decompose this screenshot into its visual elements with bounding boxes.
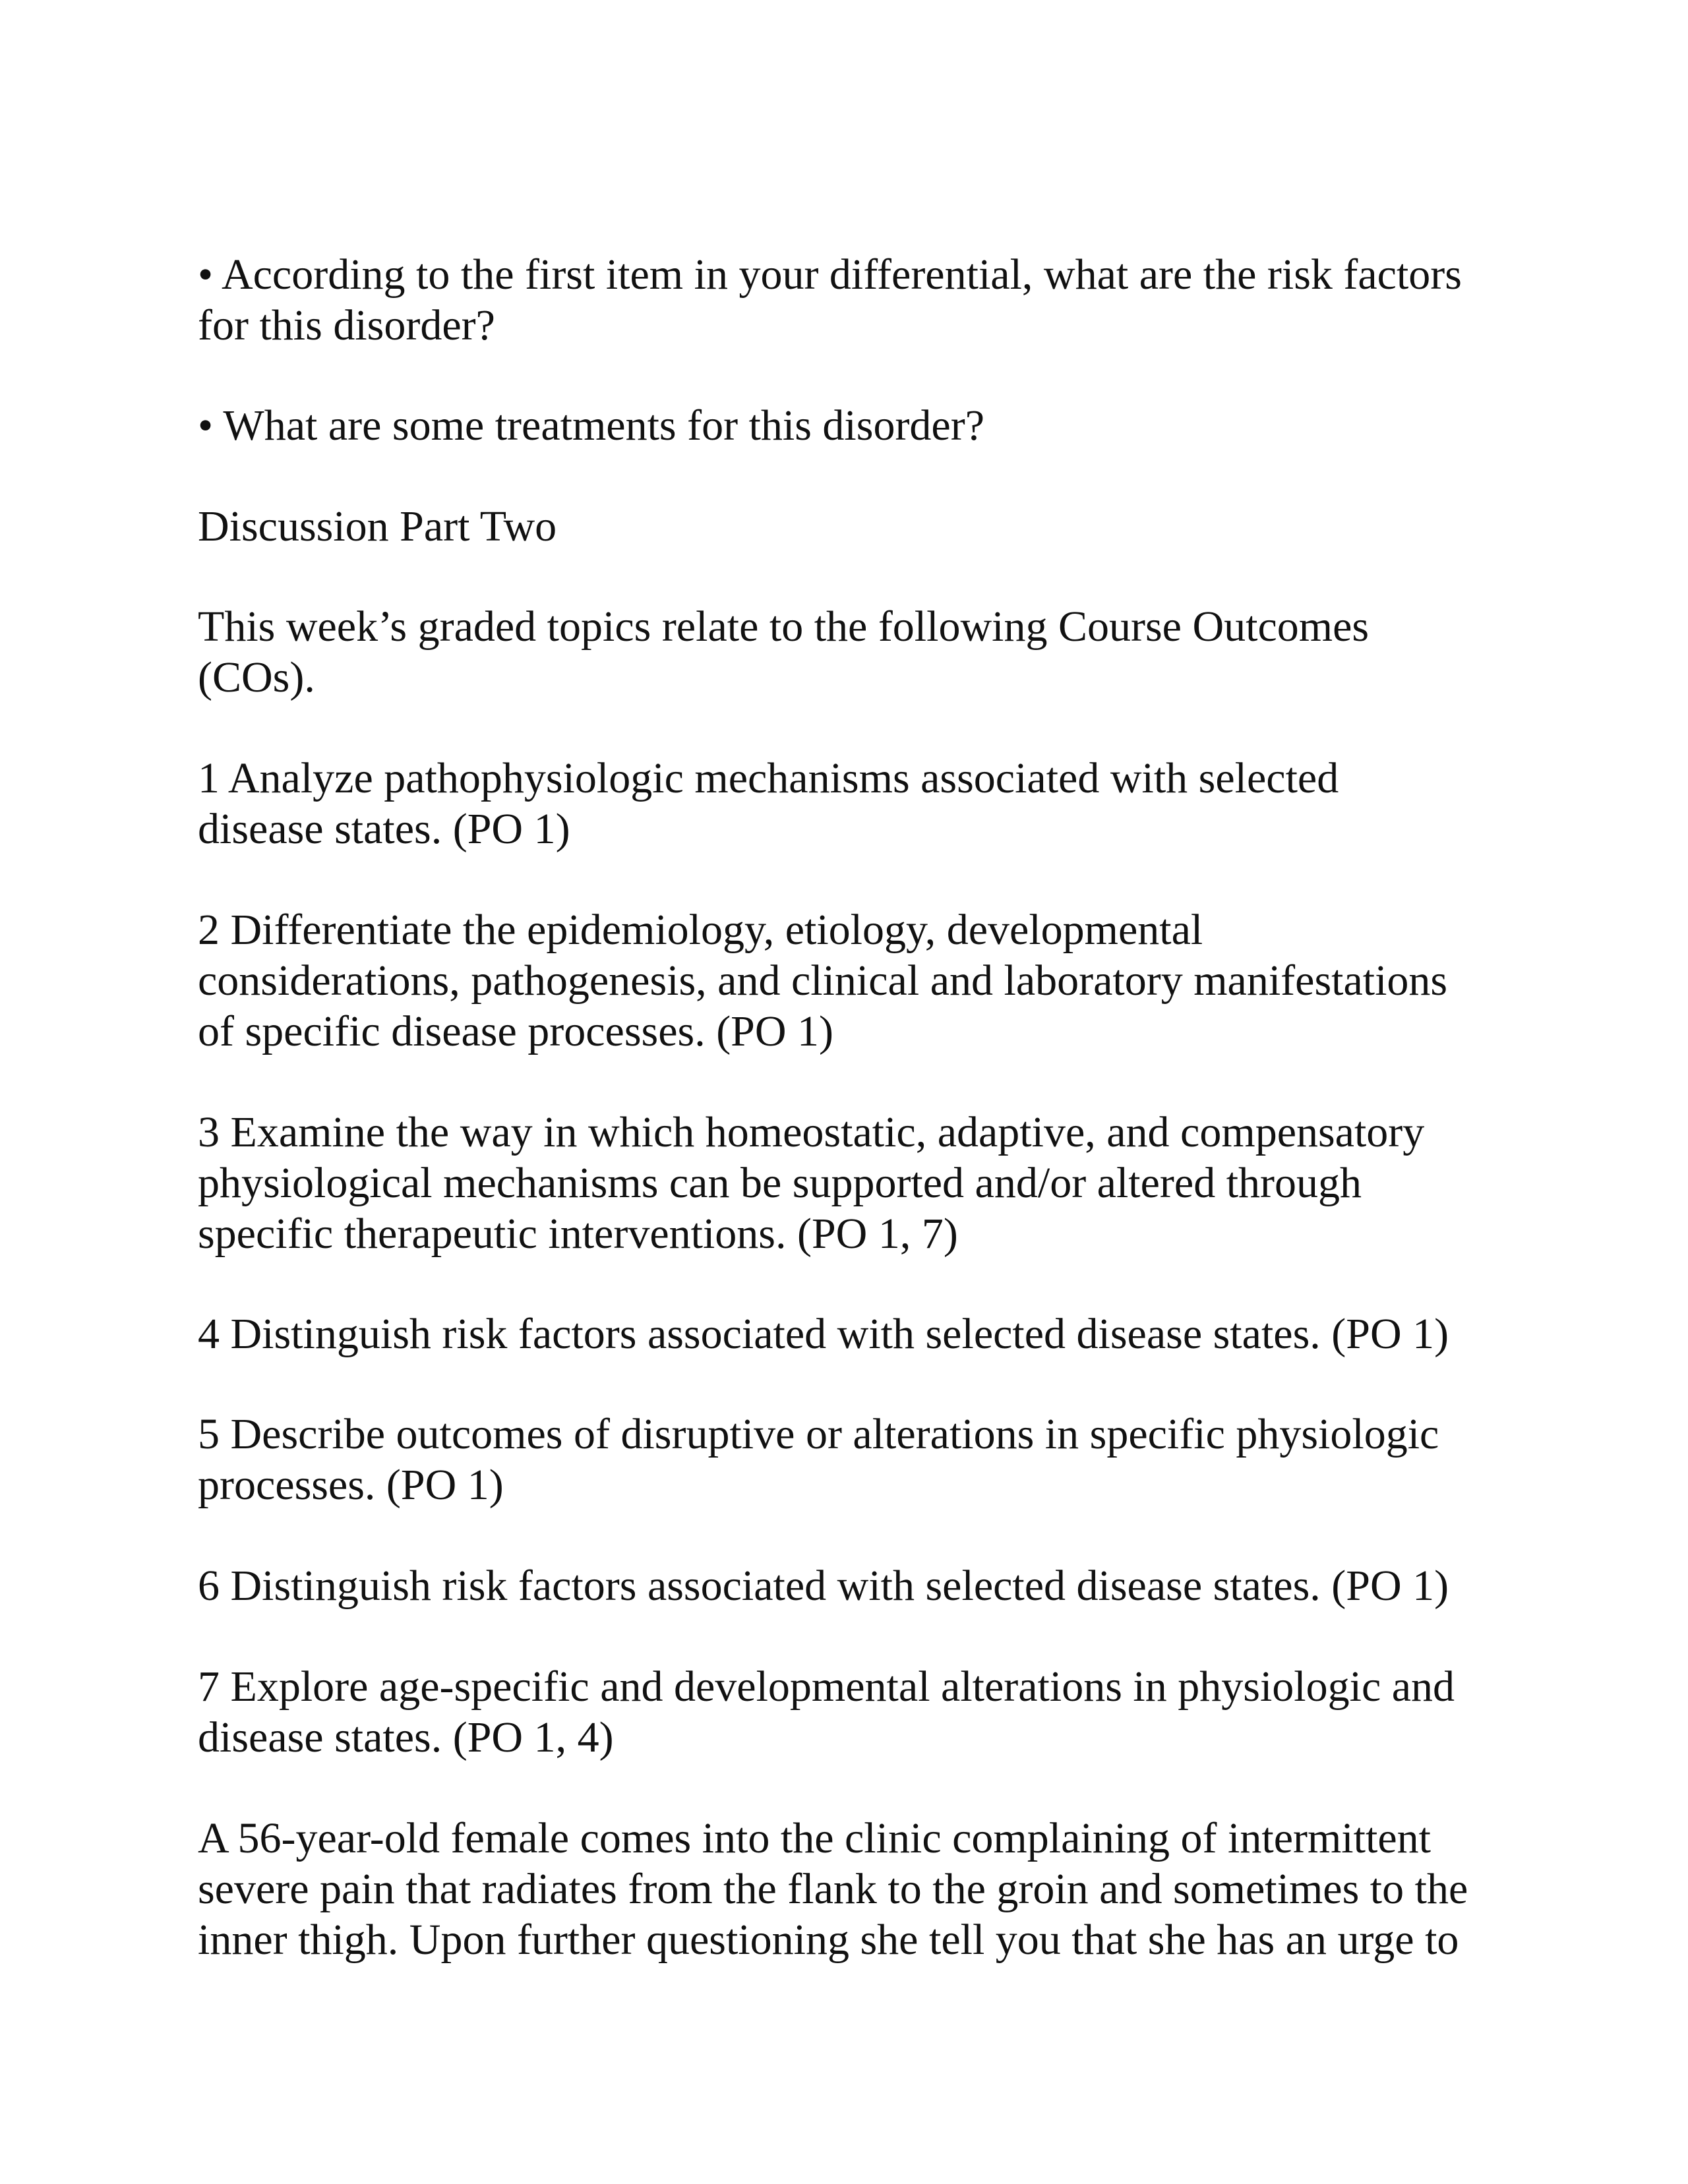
text-line: for this disorder?	[198, 301, 495, 349]
text-line: 3 Examine the way in which homeostatic, adaptive, and compensatory	[198, 1108, 1425, 1156]
course-outcome-7	[198, 1661, 1510, 1763]
text-line: inner thigh. Upon further questioning she tell you that she has an urge to	[198, 1916, 1459, 1964]
case-scenario-paragraph	[198, 1813, 1510, 1965]
intro-paragraph	[198, 601, 1510, 703]
text-line: specific therapeutic interventions. (PO 1, 7)	[198, 1210, 958, 1258]
text-line: 4 Distinguish risk factors associated with selected disease states. (PO 1)	[198, 1310, 1449, 1358]
text-line: disease states. (PO 1)	[198, 805, 570, 853]
text-line: A 56-year-old female comes into the clinic complaining of intermittent	[198, 1814, 1431, 1862]
bullet-risk-factors	[198, 249, 1510, 351]
text-line: 6 Distinguish risk factors associated with selected disease states. (PO 1)	[198, 1562, 1449, 1610]
text-line: • According to the first item in your differential, what are the risk factors	[198, 251, 1462, 299]
course-outcome-1	[198, 753, 1510, 854]
text-line: considerations, pathogenesis, and clinical and laboratory manifestations	[198, 957, 1448, 1005]
course-outcome-6	[198, 1560, 1510, 1611]
course-outcome-3	[198, 1107, 1510, 1259]
text-line: (COs).	[198, 653, 315, 701]
text-line: 7 Explore age-specific and developmental alterations in physiologic and	[198, 1663, 1455, 1711]
section-heading	[198, 501, 1510, 552]
text-line: disease states. (PO 1, 4)	[198, 1713, 614, 1761]
text-line: 1 Analyze pathophysiologic mechanisms associated with selected	[198, 754, 1339, 802]
text-line: processes. (PO 1)	[198, 1461, 504, 1509]
text-line: 5 Describe outcomes of disruptive or alterations in specific physiologic	[198, 1410, 1439, 1458]
course-outcome-4	[198, 1309, 1510, 1359]
text-line: 2 Differentiate the epidemiology, etiology, developmental	[198, 906, 1203, 954]
text-line: • What are some treatments for this disorder?	[198, 401, 984, 450]
text-line: This week’s graded topics relate to the following Course Outcomes	[198, 603, 1370, 651]
bullet-treatments	[198, 400, 1510, 451]
course-outcome-5	[198, 1409, 1510, 1510]
text-line: Discussion Part Two	[198, 502, 557, 550]
text-line: of specific disease processes. (PO 1)	[198, 1007, 834, 1055]
text-line: severe pain that radiates from the flank to the groin and sometimes to the	[198, 1865, 1468, 1913]
course-outcome-2	[198, 904, 1510, 1057]
text-line: physiological mechanisms can be supported and/or altered through	[198, 1159, 1362, 1207]
